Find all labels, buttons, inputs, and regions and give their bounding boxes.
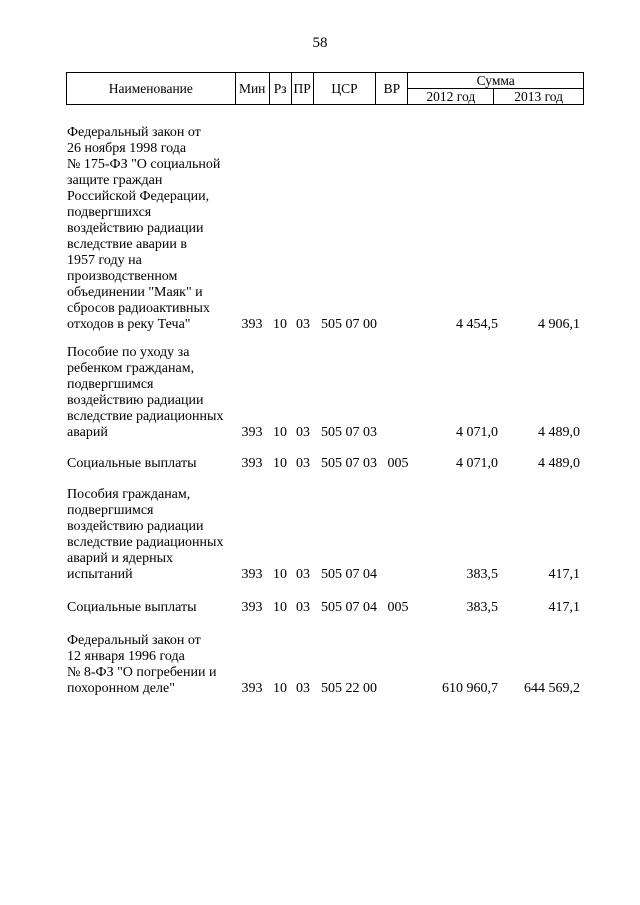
row-name-line: производственном bbox=[67, 269, 178, 284]
cell-pr: 03 bbox=[296, 681, 310, 696]
row-name-line: Федеральный закон от bbox=[67, 125, 201, 140]
cell-y2013: 4 489,0 bbox=[538, 425, 580, 440]
row-name-line: воздействию радиации bbox=[67, 393, 204, 408]
cell-min: 393 bbox=[241, 567, 263, 582]
header-csr: ЦСР bbox=[313, 73, 376, 105]
row-name-line: подвергшимся bbox=[67, 377, 154, 392]
cell-y2013: 644 569,2 bbox=[524, 681, 580, 696]
cell-csr: 505 07 04 bbox=[321, 600, 377, 615]
cell-csr: 505 07 00 bbox=[321, 317, 377, 332]
row-name-line: аварий и ядерных bbox=[67, 551, 174, 566]
row-name-line: вследствие аварии в bbox=[67, 237, 187, 252]
cell-y2012: 4 071,0 bbox=[456, 425, 498, 440]
cell-min: 393 bbox=[241, 425, 263, 440]
row-name-line: № 8-ФЗ "О погребении и bbox=[67, 665, 217, 680]
cell-csr: 505 07 03 bbox=[321, 425, 377, 440]
cell-csr: 505 07 03 bbox=[321, 456, 377, 471]
row-name-line: вследствие радиационных bbox=[67, 409, 224, 424]
row-name-line: сбросов радиоактивных bbox=[67, 301, 210, 316]
row-name-line: подвергшимся bbox=[67, 503, 154, 518]
row-name-line: похоронном деле" bbox=[67, 681, 175, 696]
row-name-line: испытаний bbox=[67, 567, 133, 582]
row-name-line: № 175-ФЗ "О социальной bbox=[67, 157, 221, 172]
table-header bbox=[66, 72, 584, 105]
cell-min: 393 bbox=[241, 317, 263, 332]
header-pr: ПР bbox=[291, 73, 313, 105]
row-name bbox=[67, 345, 237, 441]
cell-y2013: 4 489,0 bbox=[538, 456, 580, 471]
row-name-line: воздействию радиации bbox=[67, 221, 204, 236]
row-name bbox=[67, 125, 237, 333]
header-year-2013: 2013 год bbox=[494, 89, 584, 105]
row-name bbox=[67, 456, 237, 472]
row-name-line: отходов в реку Теча" bbox=[67, 317, 191, 332]
row-name-line: Российской Федерации, bbox=[67, 189, 210, 204]
cell-min: 393 bbox=[241, 681, 263, 696]
cell-csr: 505 07 04 bbox=[321, 567, 377, 582]
row-name-line: Пособие по уходу за bbox=[67, 345, 190, 360]
cell-y2012: 4 454,5 bbox=[456, 317, 498, 332]
cell-vr: 005 bbox=[387, 600, 409, 615]
cell-y2012: 383,5 bbox=[466, 567, 498, 582]
row-name bbox=[67, 600, 237, 616]
cell-y2013: 4 906,1 bbox=[538, 317, 580, 332]
cell-pr: 03 bbox=[296, 317, 310, 332]
cell-pr: 03 bbox=[296, 600, 310, 615]
cell-rz: 10 bbox=[273, 425, 287, 440]
cell-y2012: 383,5 bbox=[466, 600, 498, 615]
header-min: Мин bbox=[235, 73, 269, 105]
row-name-line: 26 ноября 1998 года bbox=[67, 141, 187, 156]
row-name bbox=[67, 487, 237, 583]
row-name-line: Социальные выплаты bbox=[67, 600, 197, 615]
row-name-line: Пособия гражданам, bbox=[67, 487, 191, 502]
page-number: 58 bbox=[312, 35, 328, 51]
cell-y2013: 417,1 bbox=[548, 567, 580, 582]
cell-rz: 10 bbox=[273, 600, 287, 615]
cell-pr: 03 bbox=[296, 425, 310, 440]
cell-pr: 03 bbox=[296, 456, 310, 471]
cell-rz: 10 bbox=[273, 456, 287, 471]
cell-pr: 03 bbox=[296, 567, 310, 582]
row-name-line: вследствие радиационных bbox=[67, 535, 224, 550]
row-name-line: подвергшихся bbox=[67, 205, 152, 220]
header-name: Наименование bbox=[67, 73, 236, 105]
cell-vr: 005 bbox=[387, 456, 409, 471]
row-name-line: защите граждан bbox=[67, 173, 163, 188]
cell-rz: 10 bbox=[273, 317, 287, 332]
row-name-line: воздействию радиации bbox=[67, 519, 204, 534]
header-sum: Сумма bbox=[408, 73, 584, 89]
cell-y2012: 4 071,0 bbox=[456, 456, 498, 471]
header-rz: Рз bbox=[269, 73, 291, 105]
row-name-line: аварий bbox=[67, 425, 108, 440]
cell-y2012: 610 960,7 bbox=[442, 681, 498, 696]
row-name-line: 1957 году на bbox=[67, 253, 142, 268]
cell-csr: 505 22 00 bbox=[321, 681, 377, 696]
cell-y2013: 417,1 bbox=[548, 600, 580, 615]
cell-rz: 10 bbox=[273, 567, 287, 582]
cell-min: 393 bbox=[241, 456, 263, 471]
header-vr: ВР bbox=[376, 73, 408, 105]
row-name-line: ребенком гражданам, bbox=[67, 361, 195, 376]
row-name-line: 12 января 1996 года bbox=[67, 649, 185, 664]
header-year-2012: 2012 год bbox=[408, 89, 494, 105]
row-name-line: Федеральный закон от bbox=[67, 633, 201, 648]
cell-rz: 10 bbox=[273, 681, 287, 696]
row-name-line: объединении "Маяк" и bbox=[67, 285, 203, 300]
row-name-line: Социальные выплаты bbox=[67, 456, 197, 471]
cell-min: 393 bbox=[241, 600, 263, 615]
row-name bbox=[67, 633, 237, 697]
